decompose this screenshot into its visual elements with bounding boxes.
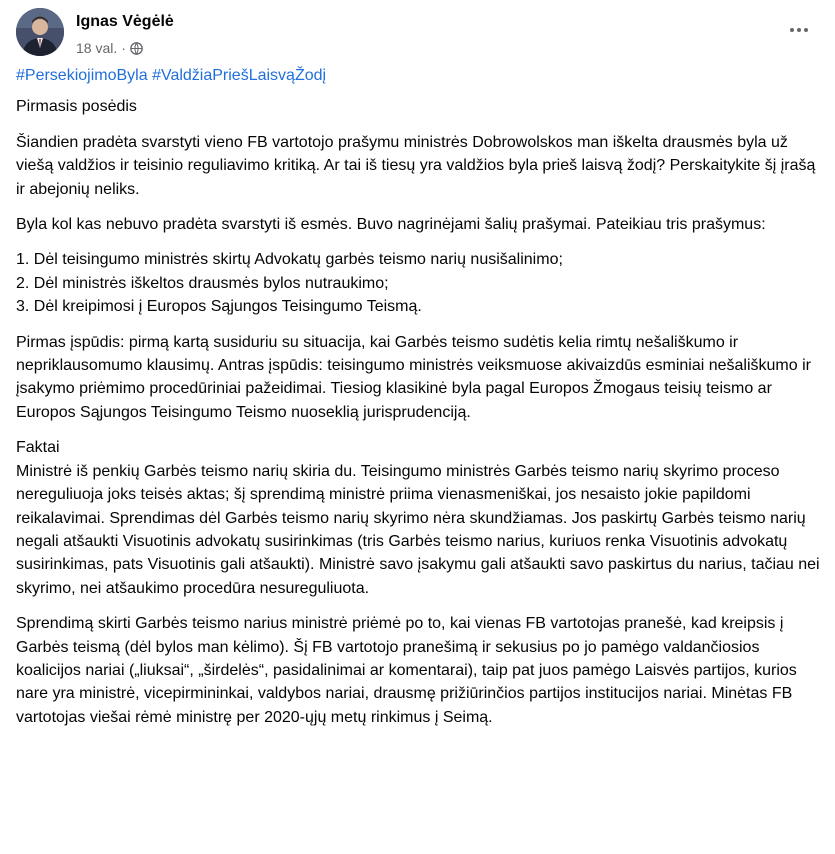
post-list [16, 248, 824, 318]
post-header [16, 8, 819, 56]
list-item: 1. Dėl teisingumo ministrės skirtų Advokatų garbės teismo narių nusišalinimo; [16, 251, 563, 269]
list-item: 3. Dėl kreipimosi į Europos Sąjungos Teisingumo Teismą. [16, 298, 422, 316]
meta-separator: · [121, 40, 126, 56]
post-timestamp[interactable]: 18 val. [76, 40, 118, 56]
avatar[interactable] [16, 8, 64, 56]
post-content [16, 64, 824, 741]
hashtag-link[interactable]: #PersekiojimoByla [16, 67, 148, 84]
post-paragraph: Byla kol kas nebuvo pradėta svarstyti iš esmės. Buvo nagrinėjami šalių prašymai. Pateikiau tris prašymus: [16, 216, 766, 234]
post-paragraph: Sprendimą skirti Garbės teismo narius ministrė priėmė po to, kai vienas FB vartotojas pranešė, kad kreipsis į Garbės teismą (dėl bylos man kėlimo). Šį FB vartotojo pranešimą ir sekusius po jo pamėgo valdančiosios koalicijos nariai („liuksai“, „širdelės“, pasidalinimai ar komentarai), taip pat juos pamėgo Laisvės partijos, kurios nare yra ministrė, vicepirmininkai, valdybos nariai, drausmę prižiūrinčios partijos institucijos nariai. Minėtas FB vartotojas viešai rėmė ministrę per 2020-ųjų metų rinkimus į Seimą. [16, 615, 797, 726]
list-item: 2. Dėl ministrės iškeltos drausmės bylos nutraukimo; [16, 274, 389, 292]
globe-icon[interactable] [130, 42, 143, 55]
more-options-icon[interactable] [787, 18, 811, 42]
post-paragraph: Šiandien pradėta svarstyti vieno FB vartotojo prašymu ministrės Dobrowolskos man iškelta drausmės byla už viešą valdžios ir teisinio reguliavimo kritiką. Ar tai iš tiesų yra valdžios byla prieš laisvą žodį? Perskaitykite šį įrašą ir abejonių neliks. [16, 133, 816, 198]
author-name[interactable]: Ignas Vėgėlė [76, 13, 174, 30]
hashtag-link[interactable]: #ValdžiaPriešLaisvąŽodį [152, 67, 327, 84]
hashtags [16, 64, 824, 87]
post-paragraph: Pirmasis posėdis [16, 98, 137, 116]
post-paragraph: Pirmas įspūdis: pirmą kartą susiduriu su situacija, kai Garbės teismo sudėtis kelia rimtų nešališkumo ir nepriklausomumo klausimų. Antras įspūdis: teisingumo ministrės veiksmuose akivaizdūs esminiai nešališkumo ir įsakymo priėmimo procedūriniai pažeidimai. Tiesiog klasikinė byla pagal Europos Žmogaus teisių teismo ar Europos Sąjungos Teisingumo Teismo nuoseklią jurisprudenciją. [16, 333, 811, 421]
post-meta [76, 40, 143, 56]
post-paragraph: Ministrė iš penkių Garbės teismo narių skiria du. Teisingumo ministrės Garbės teismo narių skyrimo proceso nereguliuoja joks teisės aktas; šį sprendimą ministrė priima vienasmeniškai, jos nesaisto jokie papildomi reikalavimai. Sprendimas dėl Garbės teismo narių skyrimo nėra skundžiamas. Jos paskirtų Garbės teismo narių negali atšaukti Visuotinis advokatų susirinkimas (tris Garbės teismo narius, kuriuos renka Visuotinis advokatų susirinkimas, pats Visuotinis gali atšaukti). Ministrė savo įsakymu gali atšaukti savo paskirtus du narius, tačiau nei skyrimo, nei atšaukimo procedūra nesureguliuota. [16, 462, 820, 597]
facts-heading: Faktai [16, 439, 60, 457]
